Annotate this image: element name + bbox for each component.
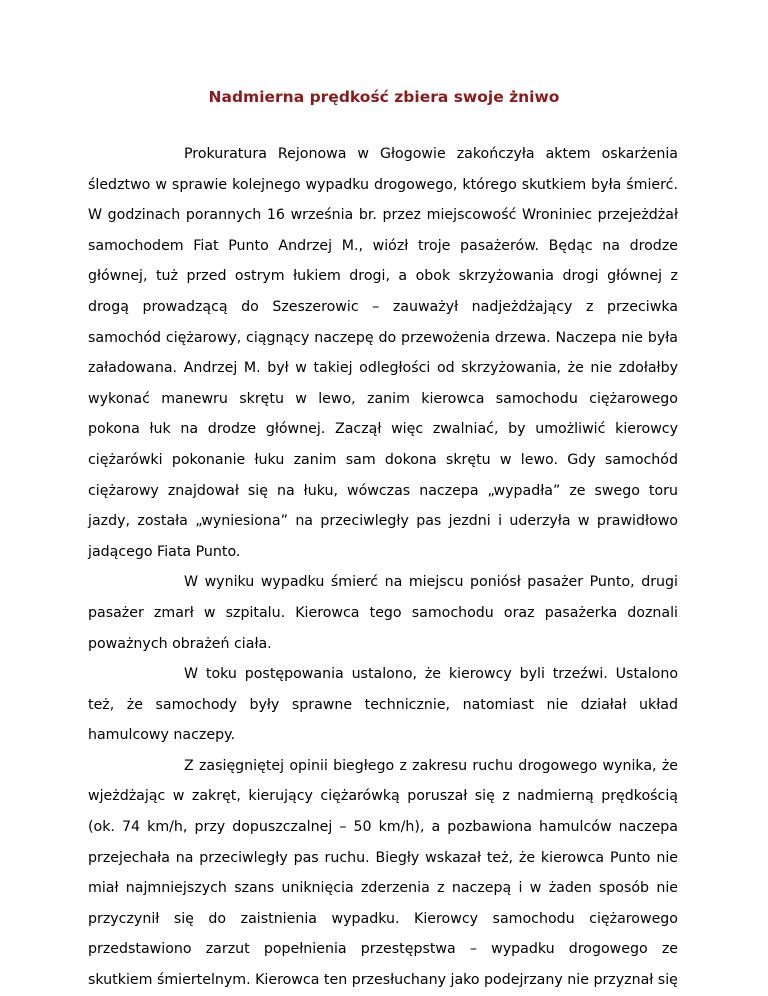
paragraph-2: W wyniku wypadku śmierć na miejscu poniósł pasażer Punto, drugi pasażer zmarł w szpitalu. Kierowca tego samochodu oraz pasażerka doznali poważnych obrażeń ciała. xyxy=(88,574,678,652)
paragraph-1: Prokuratura Rejonowa w Głogowie zakończyła aktem oskarżenia śledztwo w sprawie kolejnego wypadku drogowego, którego skutkiem była śmierć. W godzinach porannych 16 września br. przez miejscowość Wroniniec przejeżdżał samochodem Fiat Punto Andrzej M., wiózł troje pasażerów. Będąc na drodze głównej, tuż przed ostrym łukiem drogi, a obok skrzyżowania drogi głównej z drogą prowadzącą do Szeszerowic – zauważył nadjeżdżający z przeciwka samochód ciężarowy, ciągnący naczepę do przewożenia drzewa. Naczepa nie była załadowana. Andrzej M. był w takiej odległości od skrzyżowania, że nie zdołałby wykonać manewru skrętu w lewo, zanim kierowca samochodu ciężarowego pokona łuk na drodze głównej. Zaczął więc zwalniać, by umożliwić kierowcy ciężarówki pokonanie łuku zanim sam dokona skrętu w lewo. Gdy samochód ciężarowy znajdował się na łuku, wówczas naczepa „wypadła” ze swego toru jazdy, została „wyniesiona” na przeciwległy pas jezdni i uderzyła w prawidłowo jadącego Fiata Punto. xyxy=(88,146,678,560)
document-body xyxy=(88,139,678,996)
document-title: Nadmierna prędkość zbiera swoje żniwo xyxy=(208,88,560,106)
paragraph-4: Z zasięgniętej opinii biegłego z zakresu ruchu drogowego wynika, że wjeżdżając w zakręt, kierujący ciężarówką poruszał się z nadmierną prędkością (ok. 74 km/h, przy dopuszczalnej – 50 km/h), a pozbawiona hamulców naczepa przejechała na przeciwległy pas ruchu. Biegły wskazał też, że kierowca Punto nie miał najmniejszych szans uniknięcia zderzenia z naczepą i w żaden sposób nie przyczynił się do zaistnienia wypadku. Kierowcy samochodu ciężarowego przedstawiono zarzut popełnienia przestępstwa – wypadku drogowego ze skutkiem śmiertelnym. Kierowca ten przesłuchany jako podejrzany nie przyznał się xyxy=(88,757,678,989)
paragraph-3: W toku postępowania ustalono, że kierowcy byli trzeźwi. Ustalono też, że samochody były sprawne technicznie, natomiast nie działał układ hamulcowy naczepy. xyxy=(88,666,678,744)
